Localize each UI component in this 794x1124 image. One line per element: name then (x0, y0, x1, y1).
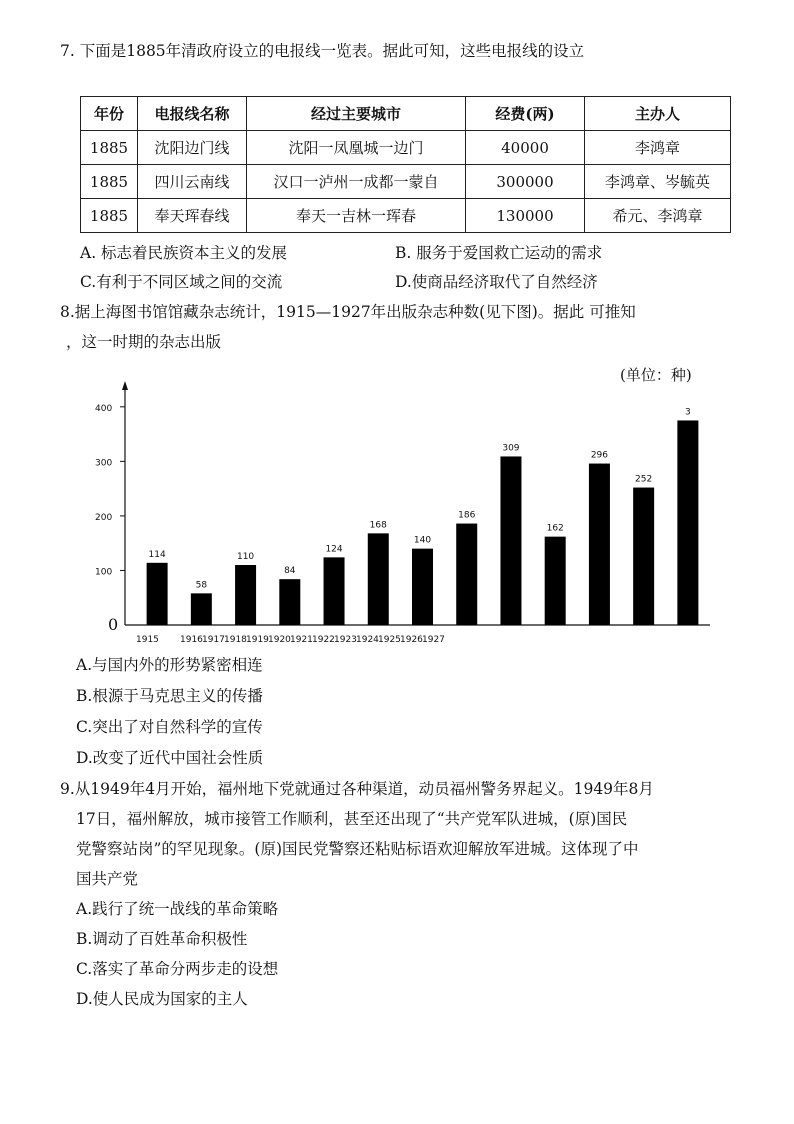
data-label: 3 (685, 407, 691, 418)
cell-line-name: 奉天珲春线 (138, 199, 247, 233)
cell-line-name: 四川云南线 (138, 165, 247, 199)
q9-stem-line3: 党警察站岗”的罕见现象。(原)国民党警察还粘贴标语欢迎解放军进城。这体现了中 (76, 840, 639, 858)
bar (147, 563, 168, 625)
data-label: 252 (635, 474, 653, 485)
data-label: 162 (546, 523, 564, 534)
q9-stem-line4: 国共产党 (76, 870, 139, 888)
q9-option-b: B.调动了百姓革命积极性 (76, 930, 248, 948)
q7-option-b: B. 服务于爱国救亡运动的需求 (395, 244, 603, 262)
q7-option-c: C.有利于不同区域之间的交流 (80, 273, 283, 291)
header-funding: 经费(两) (466, 97, 585, 131)
header-year: 年份 (81, 97, 138, 131)
cell-funding: 40000 (466, 131, 585, 165)
q9-stem-line1: 9.从1949年4月开始，福州地下党就通过各种渠道，动员福州警务界起义。1949年8月 (60, 780, 654, 798)
q7-option-a: A. 标志着民族资本主义的发展 (80, 244, 288, 262)
table-row (81, 165, 731, 199)
bar (191, 593, 212, 625)
table-row (81, 199, 731, 233)
x-tick-label: 1920 (268, 635, 291, 645)
telegraph-table (80, 96, 731, 233)
cell-line-name: 沈阳边门线 (138, 131, 247, 165)
bar (456, 524, 477, 625)
header-cities: 经过主要城市 (247, 97, 466, 131)
cell-year: 1885 (81, 131, 138, 165)
q9-option-c: C.落实了革命分两步走的设想 (76, 960, 279, 978)
data-label: 140 (413, 535, 432, 546)
data-label: 168 (369, 520, 387, 531)
cell-cities: 沈阳一凤凰城一边门 (247, 131, 466, 165)
header-line-name: 电报线名称 (138, 97, 247, 131)
q8-stem-line1: 8.据上海图书馆馆藏杂志统计，1915—1927年出版杂志种数(见下图)。据此 可推知 (60, 303, 636, 321)
x-tick-label: 1925 (378, 635, 401, 645)
q9-option-a: A.践行了统一战线的革命策略 (76, 900, 279, 918)
data-label: 58 (195, 580, 208, 591)
y-ticks (95, 404, 125, 578)
cell-cities: 奉天一吉林一珲春 (247, 199, 466, 233)
bar (677, 420, 698, 625)
x-tick-label: 1923 (334, 635, 357, 645)
y-axis-arrow-icon (122, 381, 128, 390)
y-tick-label: 300 (95, 458, 113, 469)
data-label: 124 (325, 544, 343, 555)
x-tick-label: 1926 (400, 635, 423, 645)
magazine-bar-chart (90, 360, 730, 650)
q8-stem-line2: ，这一时期的杂志出版 (66, 333, 222, 351)
bar (500, 456, 521, 625)
x-tick-label: 1918 (224, 635, 247, 645)
data-label: 110 (236, 552, 255, 562)
y-tick-label: 400 (95, 403, 113, 414)
header-organizer: 主办人 (585, 97, 731, 131)
x-tick-label: 1922 (312, 635, 335, 645)
bar (368, 533, 389, 625)
q7-option-d: D.使商品经济取代了自然经济 (395, 273, 598, 291)
data-label: 296 (590, 450, 609, 461)
x-tick-label: 1927 (422, 635, 445, 645)
q8-option-d: D.改变了近代中国社会性质 (76, 749, 264, 767)
q7-stem: 7. 下面是1885年清政府设立的电报线一览表。据此可知，这些电报线的设立 (60, 42, 585, 60)
y-tick-label: 200 (95, 512, 113, 523)
bar (324, 557, 345, 625)
cell-funding: 300000 (466, 165, 585, 199)
data-label: 114 (148, 549, 166, 560)
x-tick-label: 1917 (202, 635, 225, 645)
table-row (81, 131, 731, 165)
y-tick-label: 100 (95, 567, 113, 578)
x-tick-label: 1924 (356, 635, 379, 645)
data-label: 84 (284, 566, 296, 577)
cell-year: 1885 (81, 199, 138, 233)
q9-option-d: D.使人民成为国家的主人 (76, 990, 248, 1008)
x-tick-label: 1915 (136, 635, 159, 645)
y-zero-label: 0 (108, 615, 119, 634)
cell-organizer: 李鸿章、岑毓英 (585, 165, 731, 199)
x-tick-label: 1916 (180, 635, 203, 645)
cell-organizer: 李鸿章 (585, 131, 731, 165)
data-label: 309 (502, 443, 520, 454)
bar (279, 579, 300, 625)
q8-option-c: C.突出了对自然科学的宣传 (76, 718, 263, 736)
bar (545, 537, 566, 625)
table-header-row (81, 97, 731, 131)
cell-organizer: 希元、李鸿章 (585, 199, 731, 233)
bar (235, 565, 256, 625)
x-tick-label: 1919 (246, 635, 269, 645)
bar (633, 488, 654, 625)
cell-year: 1885 (81, 165, 138, 199)
q9-stem-line2: 17日，福州解放，城市接管工作顺利，甚至还出现了“共产党军队进城，(原)国民 (76, 810, 628, 828)
data-label: 186 (458, 510, 476, 521)
cell-funding: 130000 (466, 199, 585, 233)
x-tick-labels (136, 635, 445, 645)
bar (589, 464, 610, 625)
bar (412, 549, 433, 625)
q8-option-b: B.根源于马克思主义的传播 (76, 687, 263, 705)
bars (147, 420, 699, 625)
chart-unit-label: (单位：种) (620, 366, 692, 384)
x-tick-label: 1921 (290, 635, 313, 645)
q8-option-a: A.与国内外的形势紧密相连 (76, 656, 263, 674)
cell-cities: 汉口一泸州一成都一蒙自 (247, 165, 466, 199)
